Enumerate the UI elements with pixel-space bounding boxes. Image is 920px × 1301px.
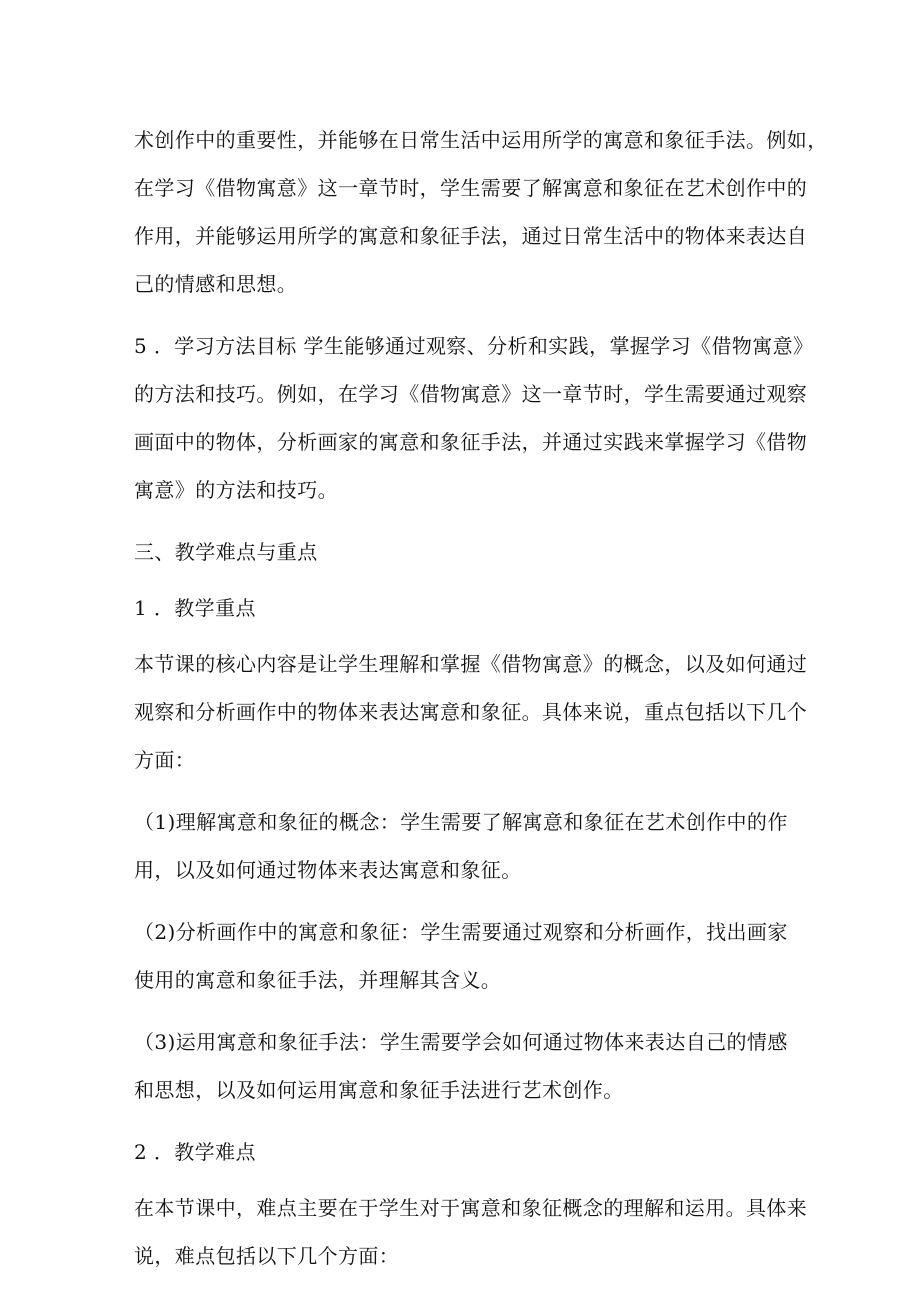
text-line: 寓意》的方法和技巧。 (134, 478, 338, 502)
text-line: 术创作中的重要性，并能够在日常生活中运用所学的寓意和象征手法。例如， (134, 128, 828, 152)
text-line: 画面中的物体，分析画家的寓意和象征手法，并通过实践来掌握学习《借物 (134, 430, 808, 454)
document-body (134, 116, 828, 1280)
paragraph-difficulty-body (134, 1184, 808, 1280)
list-item-key-3 (134, 1018, 794, 1114)
text-line: 方面： (134, 748, 196, 772)
subheading-key-points: 1 ．教学重点 (134, 596, 256, 620)
text-line: 和思想，以及如何运用寓意和象征手法进行艺术创作。 (134, 1078, 624, 1102)
text-line: 5 ．学习方法目标 学生能够通过观察、分析和实践，掌握学习《借物寓意》 (134, 334, 814, 358)
text-line: 本节课的核心内容是让学生理解和掌握《借物寓意》的概念，以及如何通过 (134, 652, 808, 676)
text-line: 己的情感和思想。 (134, 272, 298, 296)
section-heading: 三、教学难点与重点 (134, 540, 318, 564)
text-line: 说，难点包括以下几个方面： (134, 1244, 400, 1268)
paragraph-key-body (134, 640, 808, 784)
text-line: 使用的寓意和象征手法，并理解其含义。 (134, 968, 502, 992)
text-line: 观察和分析画作中的物体来表达寓意和象征。具体来说，重点包括以下几个 (134, 700, 808, 724)
text-line: 的方法和技巧。例如，在学习《借物寓意》这一章节时，学生需要通过观察 (134, 382, 808, 406)
text-line: 作用，并能够运用所学的寓意和象征手法，通过日常生活中的物体来表达自 (134, 224, 808, 248)
list-item-key-2 (134, 908, 794, 1004)
text-line: （1)理解寓意和象征的概念：学生需要了解寓意和象征在艺术创作中的作 (134, 810, 788, 834)
text-line: 在本节课中，难点主要在于学生对于寓意和象征概念的理解和运用。具体来 (134, 1196, 808, 1220)
list-item-key-1 (134, 798, 794, 894)
text-line: （3)运用寓意和象征手法：学生需要学会如何通过物体来表达自己的情感 (134, 1030, 788, 1054)
paragraph-method-goal (134, 322, 814, 514)
paragraph-intro-continuation (134, 116, 828, 308)
text-line: （2)分析画作中的寓意和象征：学生需要通过观察和分析画作，找出画家 (134, 920, 788, 944)
subheading-difficulties: 2 ．教学难点 (134, 1140, 256, 1164)
text-line: 在学习《借物寓意》这一章节时，学生需要了解寓意和象征在艺术创作中的 (134, 176, 808, 200)
text-line: 用，以及如何通过物体来表达寓意和象征。 (134, 858, 522, 882)
